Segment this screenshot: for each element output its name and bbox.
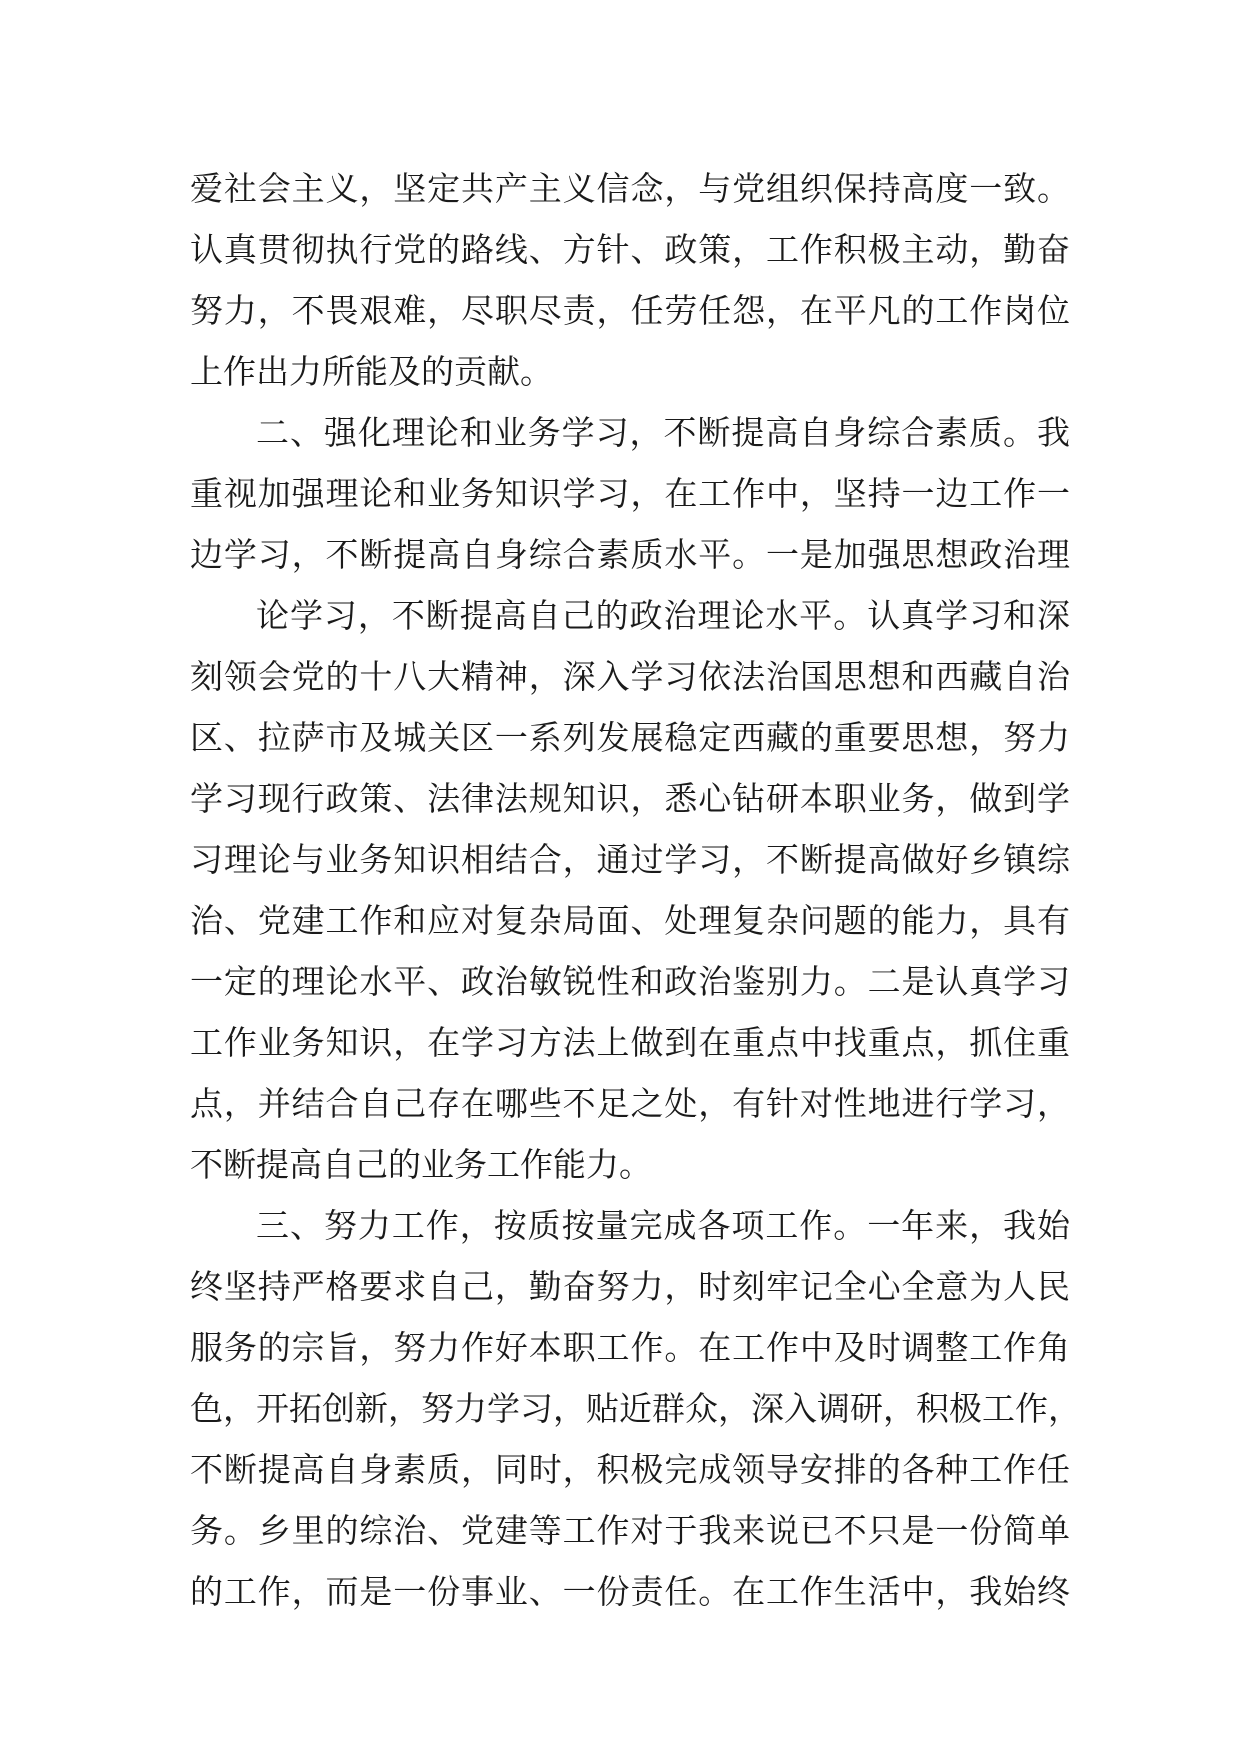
text-line: 认真贯彻执行党的路线、方针、政策，工作积极主动，勤奋 — [190, 230, 1070, 269]
text-line: 一定的理论水平、政治敏锐性和政治鉴别力。二是认真学习 — [190, 962, 1070, 1001]
body-text — [190, 158, 1081, 1622]
text-line: 的工作，而是一份事业、一份责任。在工作生活中，我始终 — [190, 1572, 1070, 1611]
text-line: 治、党建工作和应对复杂局面、处理复杂问题的能力，具有 — [190, 901, 1070, 940]
text-line: 服务的宗旨，努力作好本职工作。在工作中及时调整工作角 — [190, 1328, 1070, 1367]
text-line: 爱社会主义，坚定共产主义信念，与党组织保持高度一致。 — [190, 169, 1070, 208]
text-line: 上作出力所能及的贡献。 — [190, 352, 553, 391]
text-line: 区、拉萨市及城关区一系列发展稳定西藏的重要思想，努力 — [190, 718, 1070, 757]
text-line: 学习现行政策、法律法规知识，悉心钻研本职业务，做到学 — [190, 779, 1070, 818]
text-line: 二、强化理论和业务学习，不断提高自身综合素质。我 — [256, 413, 1070, 452]
text-line: 点，并结合自己存在哪些不足之处，有针对性地进行学习， — [190, 1084, 1070, 1123]
text-line: 努力，不畏艰难，尽职尽责，任劳任怨，在平凡的工作岗位 — [190, 291, 1070, 330]
text-line: 不断提高自身素质，同时，积极完成领导安排的各种工作任 — [190, 1450, 1070, 1489]
text-line: 终坚持严格要求自己，勤奋努力，时刻牢记全心全意为人民 — [190, 1267, 1070, 1306]
text-line: 论学习，不断提高自己的政治理论水平。认真学习和深 — [256, 596, 1070, 635]
text-line: 不断提高自己的业务工作能力。 — [190, 1145, 652, 1184]
text-line: 刻领会党的十八大精神，深入学习依法治国思想和西藏自治 — [190, 657, 1070, 696]
text-line: 色，开拓创新，努力学习，贴近群众，深入调研，积极工作， — [190, 1389, 1081, 1428]
text-line: 务。乡里的综治、党建等工作对于我来说已不只是一份简单 — [190, 1511, 1070, 1550]
text-line: 习理论与业务知识相结合，通过学习，不断提高做好乡镇综 — [190, 840, 1070, 879]
text-line: 边学习，不断提高自身综合素质水平。一是加强思想政治理 — [190, 535, 1070, 574]
text-line: 三、努力工作，按质按量完成各项工作。一年来，我始 — [256, 1206, 1070, 1245]
text-line: 重视加强理论和业务知识学习，在工作中，坚持一边工作一 — [190, 474, 1070, 513]
text-line: 工作业务知识，在学习方法上做到在重点中找重点，抓住重 — [190, 1023, 1070, 1062]
